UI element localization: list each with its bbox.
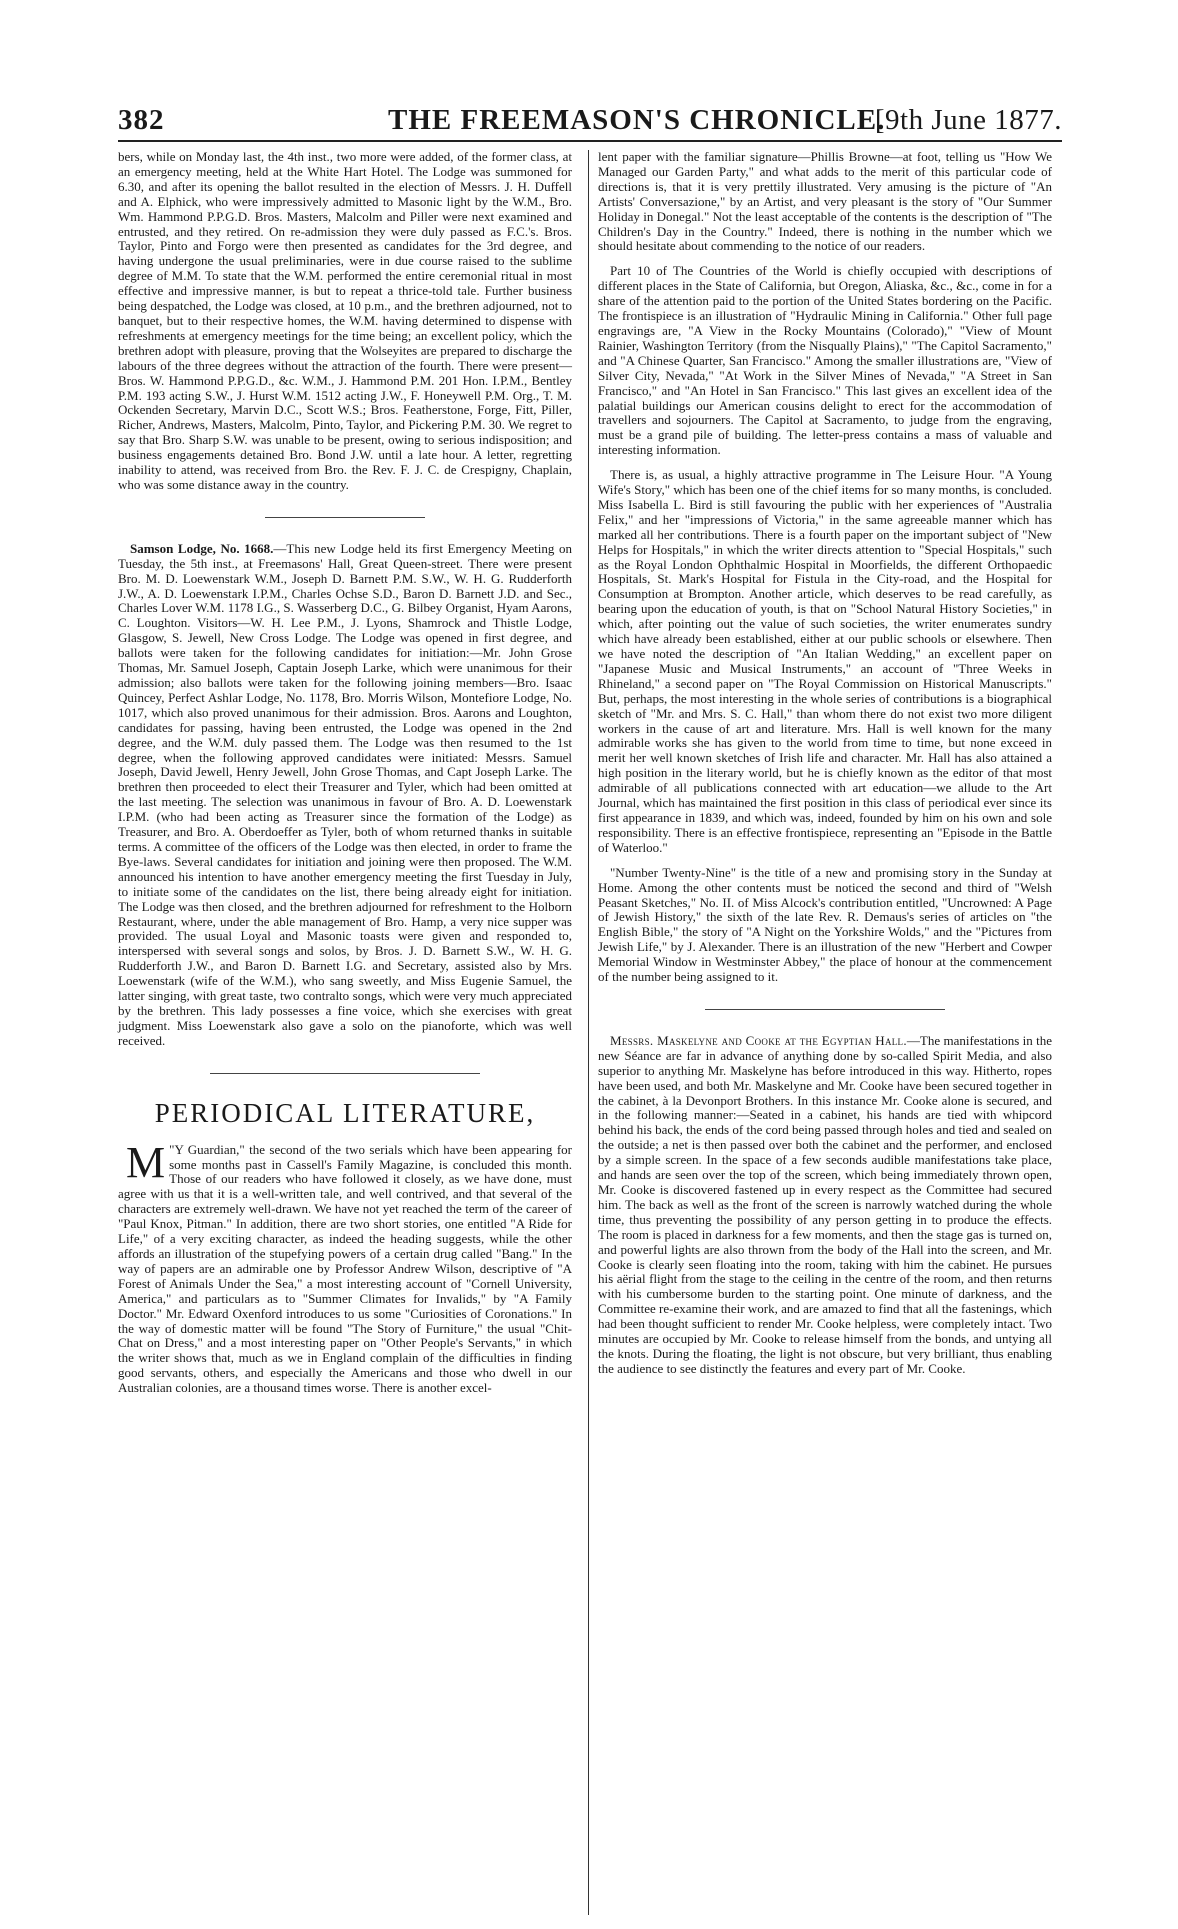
- periodical-literature-intro: " M Y Guardian," the second of the two serials which have been appearing for some months past in Cassell's Family Magazine, is concluded this month. Those of our readers who have followed it closely, as we have done, must agree with us that it is a well-written tale, and well contrived, and that several of the characters are extremely well-drawn. We have not yet reached the term of the career of "Paul Knox, Pitman." In addition, there are two short stories, one entitled "A Ride for Life," of a very exciting character, as indeed the heading suggests, while the other affords an illustration of the stupefying powers of a certain drug called "Bang." In the way of papers are an admirable one by Professor Andrew Wilson, descriptive of "A Forest of Animals Under the Sea," a most interesting account of "Cornell University, America," and particulars as to "Summer Climates for Invalids," by "A Family Doctor." Mr. Edward Oxenford introduces to us some "Curiosities of Coronations." In the way of domestic matter will be found "The Story of Furniture," the usual "Chit-Chat on Dress," and a most interesting paper on "Other People's Servants," in which the writer shows that, much as we in England complain of the difficulties in finding good servants, others, and especially the Americans and those who dwell in our Australian colonies, are a thousand times worse. There is another excel-: [118, 1137, 572, 1396]
- masthead-rule: [118, 140, 1062, 142]
- maskelyne-cooke-body: —The manifestations in the new Séance are far in advance of anything done by so-called Spirit Media, and also superior to anything Mr. Maskelyne has before introduced in this way. Hitherto, ropes have been used, and both Mr. Maskelyne and Mr. Cooke have been secured together in the cabinet, à la Devonport Brothers. In this instance Mr. Cooke alone is secured, and in the following manner:—Seated in a cabinet, his hands are tied with whipcord behind his back, the ends of the cord being passed through holes and tied and sealed on the outside; a net is then passed over both the cabinet and the performer, and enclosed by a simple screen. In the space of a few seconds audible manifestations take place, and hands are seen over the top of the screen, which being immediately thrown open, Mr. Cooke is discovered fastened up in every respect as the Committee had secured him. The back as well as the front of the screen is narrowly watched during the whole time, thus preventing the possibility of any person getting in to produce the effects. The room is placed in darkness for a few moments, and then the stage gas is turned on, and powerful lights are also thrown from the body of the Hall into the screen, and Mr. Cooke is clearly seen floating into the room, taking with him the cabinet. He pursues his aërial flight from the stage to the ceiling in the centre of the room, and then returns with his cumbersome burden to the starting point. One minute of darkness, and the Committee re-examine their work, and are amazed to find that all the fastenings, which had been thought sufficient to render Mr. Cooke helpless, were completely intact. Two minutes are occupied by Mr. Cooke to release himself from the bonds, and untying all the knots. During the floating, the light is not obscure, but very brilliant, thus enabling the audience to see distinctly the features and every part of Mr. Cooke.: [598, 1032, 1052, 1376]
- samson-lodge-body: —This new Lodge held its first Emergency Meeting on Tuesday, the 5th inst., at Freemasons' Hall, Great Queen-street. There were present Bro. M. D. Loewenstark W.M., Joseph D. Barnett P.M. S.W., W. H. G. Rudderforth J.W., A. D. Loewenstark I.P.M., Charles Ochse S.D., Baron D. Barnett J.D. and Sec., Charles Lover W.M. 1178 I.G., S. Wasserberg D.C., G. Bilbey Organist, Hyam Aarons, C. Loughton. Visitors—W. H. Lee P.M., J. Lyons, Shamrock and Thistle Lodge, Glasgow, S. Jewell, New Cross Lodge. The Lodge was opened in first degree, and ballots were taken for the following candidates for initiation:—Mr. John Grose Thomas, Mr. Samuel Joseph, Captain Joseph Larke, which were unanimous for their admission; also ballots were taken for the following joining members—Bro. Isaac Quincey, Perfect Ashlar Lodge, No. 1178, Bro. Morris Wilson, Montefiore Lodge, No. 1017, which also proved unanimous for their admission. Bros. Aarons and Loughton, candidates for passing, having been entrusted, the Lodge was opened in the 2nd degree, and the W.M. duly passed them. The Lodge was then resumed to the 1st degree, when the following approved candidates were initiated: Messrs. Samuel Joseph, David Jewell, Henry Jewell, John Grose Thomas, and Capt Joseph Larke. The brethren then proceeded to elect their Treasurer and Tyler, which had been omitted at the last meeting. The selection was unanimous in favour of Bro. A. D. Loewenstark I.P.M. (who had been acting as Treasurer since the formation of the Lodge) as Treasurer, and Bro. A. Oberdoeffer as Tyler, both of whom returned thanks in suitable terms. A committee of the officers of the Lodge was then elected, in order to frame the Bye-laws. Several candidates for initiation and joining were then proposed. The W.M. announced his intention to have another emergency meeting the first Tuesday in July, to initiate some of the candidates on the list, there being already eight for initiation. The Lodge was then closed, and the brethren adjourned for refreshment to the Holborn Restaurant, where, under the able management of Bro. Hamp, a very nice supper was provided. The usual Loyal and Masonic toasts were given and responded to, interspersed with several songs and solos, by Bros. J. D. Barnett S.W., W. H. G. Rudderforth J.W., and Baron D. Barnett I.G. and Secretary, assisted also by Mrs. Loewenstark (wife of the W.M.), who sang sweetly, and Miss Eugenie Samuel, the latter singing, with great taste, two contralto songs, which were very much appreciated by the brethren. This lady possesses a fine voice, which she exercises with great judgment. Miss Loewenstark also gave a solo on the pianoforte, which was well received.: [118, 540, 572, 1048]
- right-column: [598, 150, 1052, 1377]
- section-divider: [705, 1009, 945, 1010]
- maskelyne-cooke-report: [598, 1034, 1052, 1377]
- cassells-review-continued: lent paper with the familiar signature—Phillis Browne—at foot, telling us "How We Managed our Garden Party," and what adds to the merit of this particular code of directions is, that it is very prettily illustrated. Very amusing is the picture of "An Artists' Conversazione," by an Artist, and very pleasant is the story of "Our Summer Holiday in Donegal." Not the least acceptable of the contents is the description of "The Children's Day in the Country." Indeed, there is nothing in the number which we should hesitate about commending to the notice of our readers.: [598, 149, 1052, 254]
- section-divider: [265, 517, 425, 518]
- masthead: [118, 104, 1062, 134]
- countries-of-world-review: Part 10 of The Countries of the World is chiefly occupied with descriptions of different places in the State of California, but Oregon, Aliaska, &c., &c., come in for a share of the attention paid to the portion of the United States bordering on the Pacific. The frontispiece is an illustration of "Hydraulic Mining in California." Other full page engravings are, "A View in the Rocky Mountains (Colorado)," "View of Mount Rainier, Washington Territory (from the Nisqually Plains)," "The Capitol Sacramento," and "A Chinese Quarter, San Francisco." Among the smaller illustrations are, "View of Silver City, Nevada," "At Work in the Silver Mines of Nevada," "A Street in San Francisco," and "An Hotel in San Francisco." This last gives an excellent idea of the palatial buildings our American cousins delight to erect for the accommodation of travellers and sojourners. The Capitol at Sacramento, to judge from the engraving, must be a grand pile of building. The letter-press contains a mass of valuable and interesting information.: [598, 263, 1052, 458]
- publication-title: THE FREEMASON'S CHRONICLE.: [388, 104, 886, 136]
- periodical-literature-body: Y Guardian," the second of the two serials which have been appearing for some months past in Cassell's Family Magazine, is concluded this month. Those of our readers who have followed it closely, as we have done, must agree with us that it is a well-written tale, and well contrived, and that several of the characters are extremely well-drawn. We have not yet reached the term of the career of "Paul Knox, Pitman." In addition, there are two short stories, one entitled "A Ride for Life," of a very exciting character, as indeed the heading suggests, while the other affords an illustration of the stupefying powers of a certain drug called "Bang." In the way of papers are an admirable one by Professor Andrew Wilson, descriptive of "A Forest of Animals Under the Sea," a most interesting account of "Cornell University, America," and particulars as to "Summer Climates for Invalids," by "A Family Doctor." Mr. Edward Oxenford introduces to us some "Curiosities of Coronations." In the way of domestic matter will be found "The Story of Furniture," the usual "Chit-Chat on Dress," and a most interesting paper on "Other People's Servants," in which the writer shows that, much as we in England complain of the difficulties in finding good servants, others, and especially the Americans and those who dwell in our Australian colonies, are a thousand times worse. There is another excel-: [118, 1141, 572, 1396]
- periodical-literature-heading: PERIODICAL LITERATURE,: [154, 1097, 536, 1128]
- maskelyne-cooke-heading: Messrs. Maskelyne and Cooke at the Egyptian Hall.: [610, 1032, 907, 1048]
- section-divider: [210, 1073, 480, 1074]
- column-separator: [588, 150, 589, 1915]
- leisure-hour-review: There is, as usual, a highly attractive programme in The Leisure Hour. "A Young Wife's Story," which has been one of the chief items for so many months, is concluded. Miss Isabella L. Bird is still favouring the public with her experiences of "Australia Felix," and her "impressions of Victoria," in the same agreeable manner which has marked all her contributions. There is a fourth paper on the important subject of "New Helps for Hospitals," in which the writer directs attention to "Special Hospitals," such as the Royal London Ophthalmic Hospital in Moorfields, the different Orthopaedic Hospitals, St. Mark's Hospital for Fistula in the City-road, and the Hospital for Consumption at Brompton. Another article, which deserves to be read carefully, as bearing upon the education of youth, is that on "School Natural History Societies," in which, after pointing out the value of such societies, the writer enumerates sundry which have already been established, either at our public schools or elsewhere. Then we have noted the description of "An Italian Wedding," an excellent paper on "Japanese Music and Musical Instruments," an account of "Three Weeks in Rhineland," a second paper on "The Royal Commission on Historical Manuscripts." But, perhaps, the most interesting in the whole series of contributions is a biographical sketch of "Mr. and Mrs. S. C. Hall," than whom there do not exist two more diligent workers in the cause of art and literature. Mrs. Hall is well known for the many admirable works she has given to the world from time to time, but none exceed in merit her well known sketches of Irish life and character. Mr. Hall has also attained a high position in the literary world, but he is chiefly known as the editor of that most admirable of all publications connected with art education—we allude to the Art Journal, which has maintained the first position in this class of periodical ever since its first appearance in 1839, and which was, indeed, founded by him on his own and sole responsibility. There is an effective frontispiece, representing an "Episode in the Battle of Waterloo.": [598, 467, 1052, 855]
- samson-lodge-heading: Samson Lodge, No. 1668.: [130, 540, 274, 556]
- left-column: [118, 150, 572, 1396]
- samson-lodge-report: [118, 542, 572, 1049]
- lodge-report-continued: bers, while on Monday last, the 4th inst., two more were added, of the former class, at an emergency meeting, held at the White Hart Hotel. The Lodge was summoned for 6.30, and after its opening the ballot resulted in the election of Messrs. J. H. Duffell and A. Elphick, who were impressively admitted to Masonic light by the W.M., Bro. Wm. Hammond P.P.G.D. Bros. Masters, Malcolm and Piller were next examined and entrusted, and they retired. On re-admission they were duly passed as F.C.'s. Bros. Taylor, Pinto and Forgo were then presented as candidates for the 3rd degree, and having undergone the usual preliminaries, were in due course raised to the sublime degree of M.M. To state that the W.M. performed the entire ceremonial ritual in most effective and impressive manner, is but to repeat a thrice-told tale. Further business being despatched, the Lodge was closed, at 10 p.m., and the brethren adjourned, not to banquet, but to their respective homes, the W.M. having determined to dispense with refreshments at emergency meetings for the time being; an excellent policy, which the brethren adopt with pleasure, proving that the Wolseyites are prepared to discharge the labours of the three degrees without the attraction of the fourth. There were present—Bros. W. Hammond P.P.G.D., &c. W.M., J. Hammond P.M. 201 Hon. I.P.M., Bentley P.M. 193 acting S.W., J. Hurst W.M. 1512 acting J.W., F. Honeywell P.M. Org., T. M. Ockenden Secretary, Marvin D.C., Scott W.S.; Bros. Featherstone, Forge, Fitt, Piller, Richer, Andrews, Masters, Malcolm, Pinto, Taylor, and Pickering P.M. 30. We regret to say that Bro. Sharp S.W. was unable to be present, owing to serious indisposition; and business engagements detained Bro. Bond J.W. until a late hour. A letter, regretting inability to attend, was received from Bro. the Rev. F. J. C. de Crespigny, Chaplain, who was some distance away in the country.: [118, 149, 572, 492]
- drop-cap-letter: M: [126, 1137, 166, 1187]
- page-number: 382: [118, 104, 165, 136]
- sunday-at-home-review: "Number Twenty-Nine" is the title of a new and promising story in the Sunday at Home. Among the other contents must be noticed the second and third of "Welsh Peasant Sketches," No. II. of Miss Alcock's contribution entitled, "Uncrowned: A Page of Jewish History," the sixth of the late Rev. R. Demaus's series of articles on "the English Bible," the story of "A Night on the Yorkshire Wolds," and the "Pictures from Jewish Life," by J. Alexander. There is an illustration of the new "Herbert and Cowper Memorial Window in Westminster Abbey," the place of honour at the commencement of the number being assigned to it.: [598, 864, 1052, 985]
- issue-date: [9th June 1877.: [874, 104, 1062, 136]
